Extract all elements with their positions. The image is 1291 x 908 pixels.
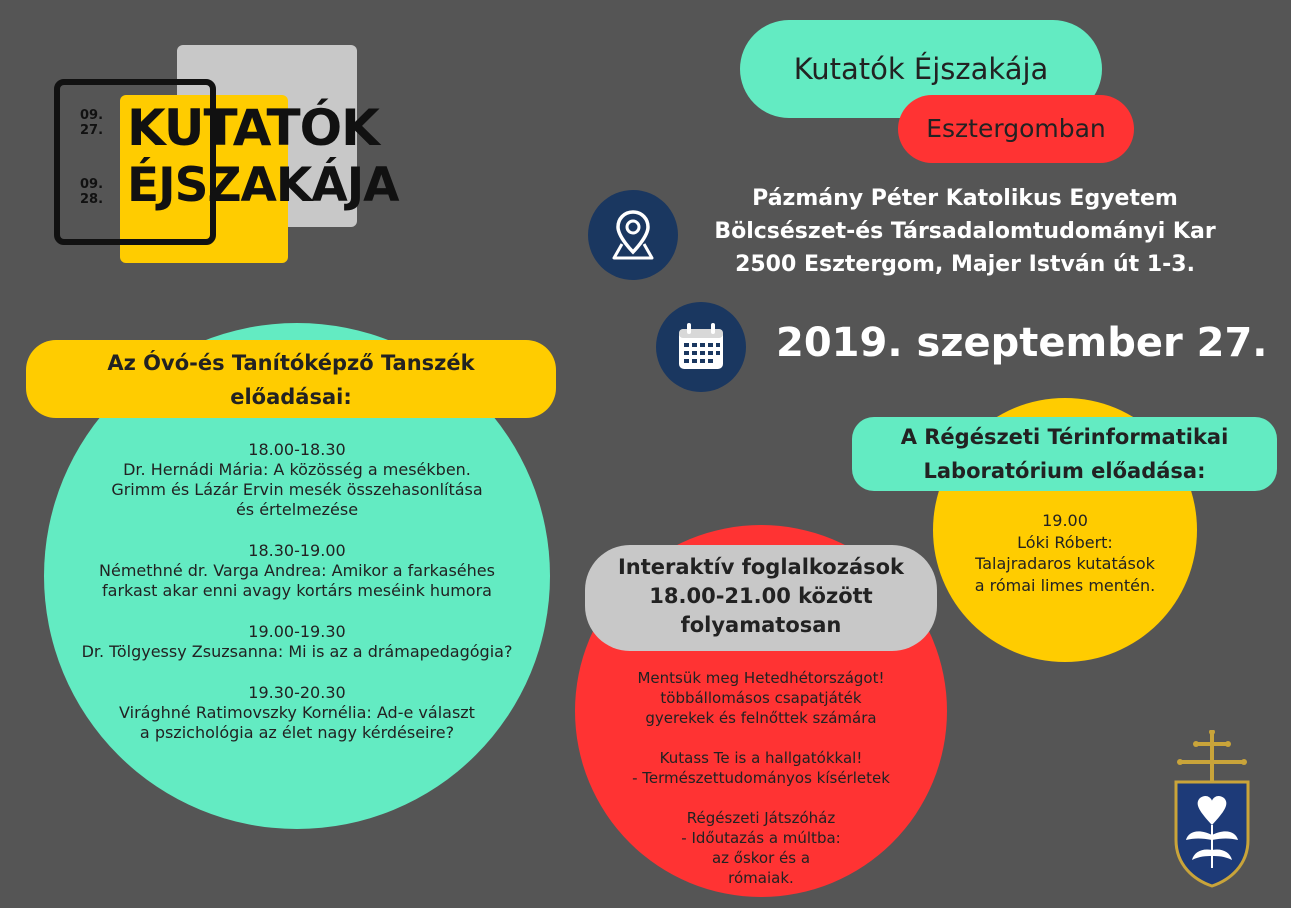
talk-time: 19.00-19.30 xyxy=(248,622,346,641)
activity-item xyxy=(575,668,947,728)
university-coat-of-arms-icon xyxy=(1172,730,1252,890)
logo-word-line1: KUTATÓK xyxy=(127,99,379,157)
interactive-title xyxy=(585,545,937,640)
lab-talk-speaker: Lóki Róbert: xyxy=(1017,532,1113,552)
activity-item xyxy=(575,748,947,788)
interactive-title-line: folyamatosan xyxy=(680,613,842,637)
talk-line: Virághné Ratimovszky Kornélia: Ad-e választ xyxy=(119,703,475,722)
activity-line: rómaiak. xyxy=(728,869,794,887)
talk-line: farkast akar enni avagy kortárs meséink humora xyxy=(102,581,492,600)
activity-line: - Természettudományos kísérletek xyxy=(632,769,890,787)
venue-university: Pázmány Péter Katolikus Egyetem xyxy=(752,186,1178,211)
talk-item xyxy=(44,541,550,601)
talk-line: és értelmezése xyxy=(235,500,359,519)
activity-line: többállomásos csapatjáték xyxy=(660,689,862,707)
activity-item xyxy=(575,808,947,888)
event-logo xyxy=(0,0,480,280)
ovo-title-line2: előadásai: xyxy=(230,385,352,409)
activity-line: Mentsük meg Hetedhétországot! xyxy=(637,669,885,687)
interactive-title-pill xyxy=(585,545,937,651)
talk-item xyxy=(44,622,550,662)
subtitle-pill xyxy=(898,95,1134,163)
venue-faculty: Bölcsészet-és Társadalomtudományi Kar xyxy=(714,219,1216,244)
logo-date-bottom-day: 09. xyxy=(80,177,104,192)
activity-line: gyerekek és felnőttek számára xyxy=(645,709,877,727)
logo-date-top-day: 09. xyxy=(80,108,104,123)
ovo-title xyxy=(26,340,556,414)
venue-address xyxy=(660,182,1270,281)
interactive-activity-list xyxy=(575,668,947,908)
activity-line: az őskor és a xyxy=(711,849,811,867)
lab-title-pill xyxy=(852,417,1277,491)
talk-line: Dr. Hernádi Mária: A közösség a mesékben. xyxy=(123,460,471,479)
talk-item xyxy=(44,440,550,520)
logo-date-bottom xyxy=(80,177,103,207)
talk-line: Némethné dr. Varga Andrea: Amikor a farkaséhes xyxy=(99,561,495,580)
lab-talk-line: Talajradaros kutatások xyxy=(975,554,1155,573)
interactive-title-line: 18.00-21.00 között xyxy=(649,584,873,608)
talk-line: Grimm és Lázár Ervin mesék összehasonlítása xyxy=(111,480,483,499)
ovo-title-line1: Az Óvó-és Tanítóképző Tanszék xyxy=(107,351,475,375)
logo-date-top xyxy=(80,108,103,138)
talk-time: 19.30-20.30 xyxy=(248,683,346,702)
lab-title-line2: Laboratórium előadása: xyxy=(923,459,1206,483)
lab-talk-time: 19.00 xyxy=(1042,511,1088,530)
lab-talk-line: a római limes mentén. xyxy=(974,575,1156,595)
logo-date-bottom-month: 28. xyxy=(80,192,104,207)
calendar-icon xyxy=(656,302,746,392)
activity-line: Régészeti Játszóház xyxy=(686,809,836,827)
talk-line: Dr. Tölgyessy Zsuzsanna: Mi is az a drámapedagógia? xyxy=(81,642,513,661)
event-date: 2019. szeptember 27. xyxy=(776,320,1268,366)
activity-line: Kutass Te is a hallgatókkal! xyxy=(659,749,863,767)
talk-time: 18.30-19.00 xyxy=(248,541,346,560)
logo-date-top-month: 27. xyxy=(80,123,104,138)
date-badge xyxy=(656,302,746,392)
talk-line: a pszichológia az élet nagy kérdéseire? xyxy=(139,723,455,742)
lab-title xyxy=(852,417,1277,488)
lab-title-line1: A Régészeti Térinformatikai xyxy=(900,425,1229,449)
activity-line: - Időutazás a múltba: xyxy=(681,829,841,847)
logo-word-line2: ÉJSZAKÁJA xyxy=(127,158,399,213)
venue-street: 2500 Esztergom, Majer István út 1-3. xyxy=(735,252,1195,277)
talk-item xyxy=(44,683,550,743)
interactive-title-line: Interaktív foglalkozások xyxy=(617,555,905,579)
event-title: Kutatók Éjszakája xyxy=(793,52,1049,86)
event-subtitle: Esztergomban xyxy=(926,114,1106,143)
lab-talk xyxy=(933,510,1197,596)
talk-time: 18.00-18.30 xyxy=(248,440,346,459)
ovo-title-pill xyxy=(26,340,556,418)
ovo-talk-list xyxy=(44,440,550,764)
